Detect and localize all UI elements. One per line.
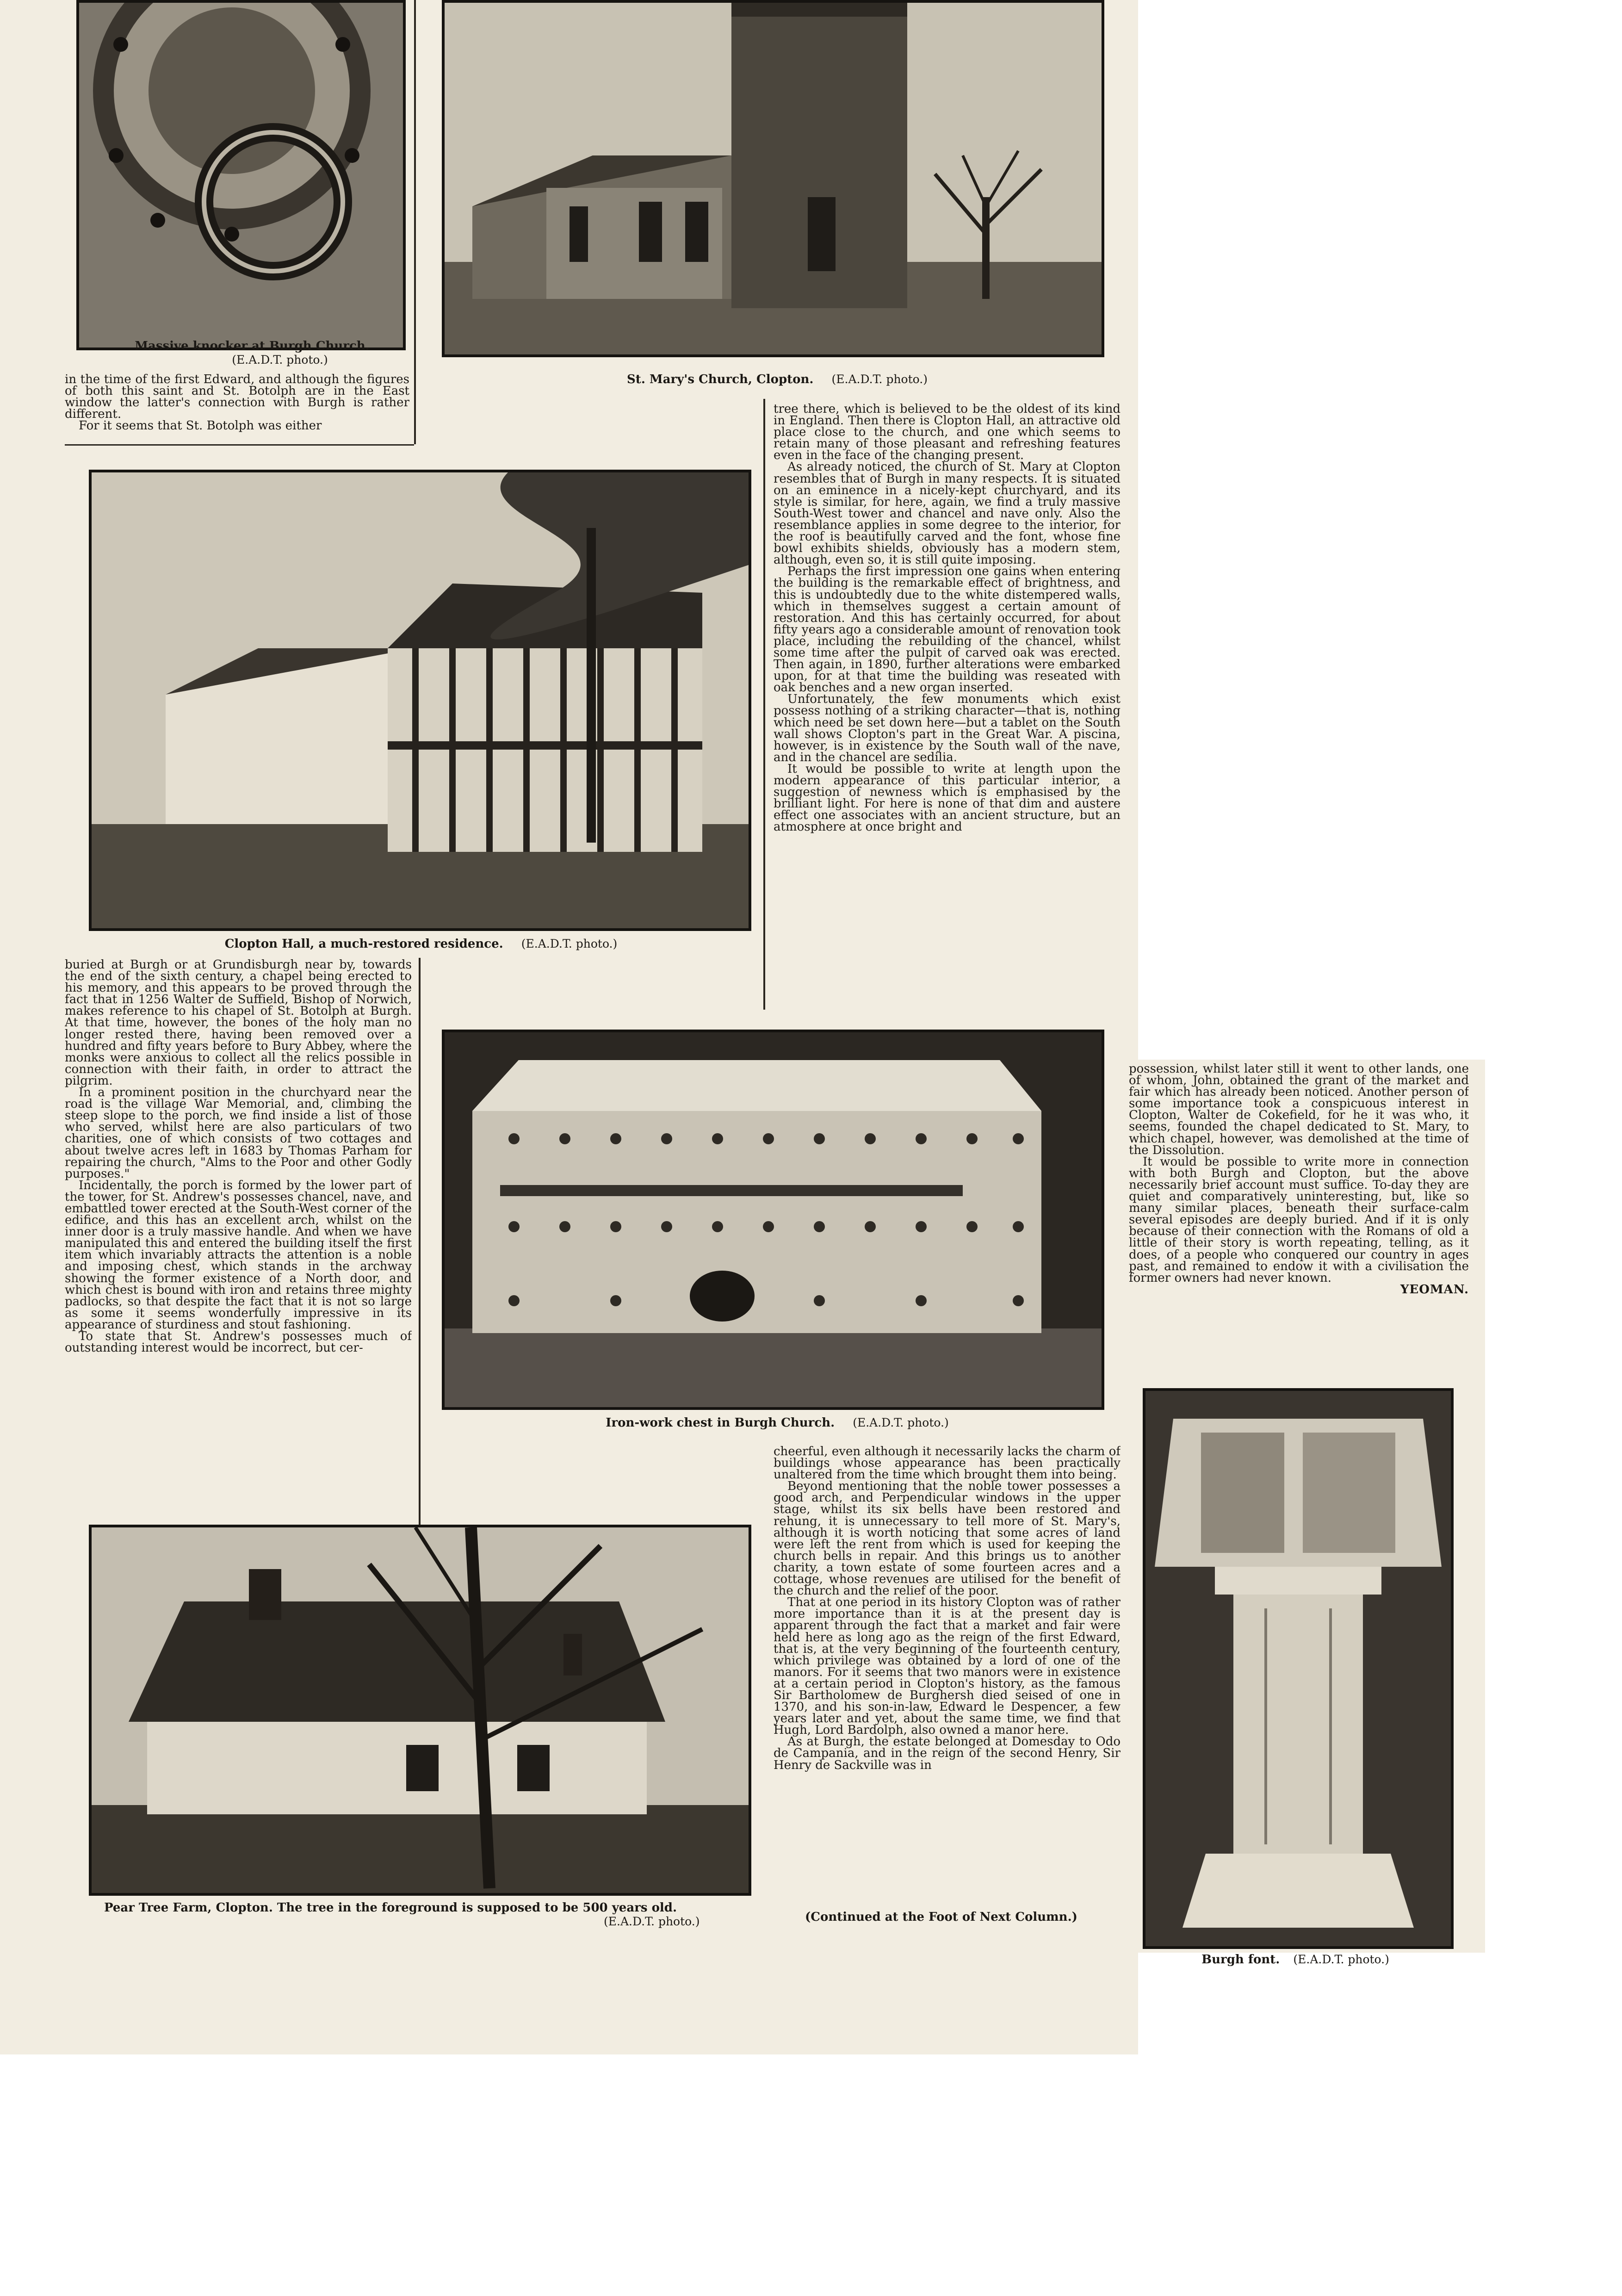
article-column-center-top — [774, 403, 1121, 1005]
chest-caption — [569, 1416, 985, 1430]
column-rule — [419, 958, 421, 1527]
article-paragraph: It would be possible to write at length upon the modern appearance of this particular interior, a suggestion of newness which is emphasised by the brilliant light. For here is none of that dim and austere effect one associates with an ancient structure, but an atmosphere at once bright and — [774, 762, 1121, 834]
article-paragraph: Unfortunately, the few monuments which exist possess nothing of a striking character—that is, nothing which need be set down here—but a tablet on the South wall shows Clopton's part in the Great War. A piscina, however, is in existence by the South wall of the nave, and in the chancel are sedilia. — [774, 692, 1121, 764]
article-paragraph: As at Burgh, the estate belonged at Domesday to Odo de Campania, and in the reign of the second Henry, Sir Henry de Sackville was in — [774, 1735, 1121, 1772]
article-column-left-mid — [65, 959, 412, 1526]
article-paragraph: tree there, which is believed to be the oldest of its kind in England. Then there is Clopton Hall, an attractive old place close to the church, and one which seems to retain many of those pleasant and refreshing features even in the face of the changing present. — [774, 403, 1121, 463]
burgh-font-photo — [1143, 1388, 1454, 1949]
font-caption — [1166, 1953, 1425, 1967]
font-caption-text: Burgh font. — [1201, 1953, 1280, 1967]
continued-note: (Continued at the Foot of Next Column.) — [805, 1910, 1077, 1924]
column-rule — [65, 444, 414, 446]
knocker-caption-text: Massive knocker at Burgh Church. — [135, 339, 370, 353]
church-caption-text: St. Mary's Church, Clopton. — [627, 372, 814, 386]
church-caption — [601, 372, 953, 386]
hall-credit: (E.A.D.T. photo.) — [521, 937, 618, 950]
article-paragraph: It would be possible to write more in connection with both Burgh and Clopton, but the above necessarily brief account must suffice. To-day they are quiet and comparatively uninteresting, but, like so many similar places, beneath their surface-calm several episodes are deeply buried. And if it is only because of their connection with the Romans of old a little of their story is worth repeating, telling, as it does, of a people who conquered our country in ages past, and remained to endow it with a civilisation the former owners had never known. — [1129, 1154, 1469, 1285]
article-paragraph: That at one period in its history Clopton was of rather more importance than it is at the present day is apparent through the fact that a market and fair were held here as long ago as the reign of the first Edward, that is, at the very beginning of the fourteenth century, which privilege was obtained by a lord of one of the manors. For it seems that two manors were in existence at a certain period in Clopton's history, as the famous Sir Bartholomew de Burghersh died seised of one in 1370, and his son-in-law, Edward le Despencer, a few years later and yet, about the same time, we find that Hugh, Lord Bardolph, also owned a manor here. — [774, 1595, 1121, 1738]
article-paragraph: Incidentally, the porch is formed by the lower part of the tower, for St. Andrew's possesses chancel, nave, and embattled tower erected at the South-West corner of the edifice, and this has an excellent arch, whilst on the inner door is a truly massive handle. And when we have manipulated this and entered the building itself the first item which invariably attracts the attention is a noble and imposing chest, which stands in the archway showing the former existence of a North door, and which chest is bound with iron and retains three mighty padlocks, so that despite the fact that it is not so large as some it seems wonderfully impressive in its appearance of sturdiness and stout fashioning. — [65, 1178, 412, 1332]
article-paragraph: possession, whilst later still it went to other lands, one of whom, John, obtained the grant of the market and fair which has already been noticed. Another person of some importance took a conspicuous interest in Clopton, Walter de Cokefield, for he it was who, it seems, founded the chapel dedicated to St. Mary, to which chapel, however, was demolished at the time of the Dissolution. — [1129, 1063, 1469, 1157]
chest-photo — [442, 1030, 1104, 1410]
knocker-credit: (E.A.D.T. photo.) — [232, 353, 328, 366]
article-column-right-clip — [1129, 1063, 1469, 1369]
farm-credit: (E.A.D.T. photo.) — [604, 1915, 700, 1928]
article-paragraph: buried at Burgh or at Grundisburgh near by, towards the end of the sixth century, a chapel being erected to his memory, and this appears to be proved through the fact that in 1256 Walter de Suffield, Bishop of Norwich, makes reference to his chapel of St. Botolph at Burgh. At that time, however, the bones of the holy man no longer rested there, having been removed over a hundred and fifty years before to Bury Abbey, where the monks were anxious to collect all the relics possible in connection with their faith, in order to attract the pilgrim. — [65, 959, 412, 1088]
church-credit: (E.A.D.T. photo.) — [831, 372, 928, 386]
hall-photo — [89, 470, 751, 931]
knocker-photo — [76, 0, 406, 350]
article-paragraph: Beyond mentioning that the noble tower possesses a good arch, and Perpendicular windows in the upper stage, whilst its six bells have been restored and rehung, it is unnecessary to tell more of St. Mary's, although it is worth noticing that some acres of land were left the rent from which is used for keeping the church bells in repair. And this brings us to another charity, a town estate of some fourteen acres and a cottage, whose revenues are utilised for the benefit of the church and the relief of the poor. — [774, 1479, 1121, 1598]
hall-caption — [185, 937, 657, 951]
article-paragraph: As already noticed, the church of St. Mary at Clopton resembles that of Burgh in many respects. It is situated on an eminence in a nicely-kept churchyard, and its style is similar, for here, again, we find a truly massive South-West tower and chancel and nave only. Also the resemblance applies in some degree to the interior, for the roof is beautifully carved and the font, whose fine bowl exhibits shields, obviously has a modern stem, although, even so, it is still quite imposing. — [774, 460, 1121, 567]
pear-tree-farm-photo — [89, 1525, 751, 1896]
article-paragraph: cheerful, even although it necessarily lacks the charm of buildings whose appearance has been practically unaltered from the time which brought them into being. — [774, 1446, 1121, 1482]
column-rule — [763, 399, 765, 1010]
article-paragraph: In a prominent position in the churchyard near the road is the village War Memorial, and, climbing the steep slope to the porch, we find inside a list of those who served, whilst here are also particulars of two charities, one of which consists of two cottages and about twelve acres left in 1683 by Thomas Parham for repairing the church, "Alms to the Poor and other Godly purposes." — [65, 1086, 412, 1181]
column-rule — [414, 0, 416, 444]
knocker-caption — [104, 339, 400, 367]
article-paragraph: To state that St. Andrew's possesses much of outstanding interest would be incorrect, but cer- — [65, 1329, 412, 1355]
article-column-left-top — [65, 374, 409, 443]
article-paragraph: in the time of the first Edward, and although the figures of both this saint and St. Botolph are in the East window the latter's connection with Burgh is rather different. — [65, 374, 409, 422]
church-photo — [442, 0, 1104, 357]
font-credit: (E.A.D.T. photo.) — [1293, 1953, 1389, 1966]
hall-caption-text: Clopton Hall, a much-restored residence. — [224, 937, 503, 951]
farm-caption-text: Pear Tree Farm, Clopton. The tree in the foreground is supposed to be 500 years old. — [104, 1901, 677, 1915]
chest-credit: (E.A.D.T. photo.) — [853, 1416, 949, 1429]
article-paragraph: Perhaps the first impression one gains when entering the building is the remarkable effect of brightness, and this is undoubtedly due to the white distempered walls, which in themselves suggest a certain amount of restoration. And this has certainly occurred, for about fifty years ago a considerable amount of renovation took place, including the rebuilding of the chancel, whilst some time after the pulpit of carved oak was erected. Then again, in 1890, further alterations were embarked upon, for at that time the building was reseated with oak benches and a new organ inserted. — [774, 565, 1121, 695]
farm-caption — [104, 1901, 743, 1929]
author-signature: YEOMAN. — [1400, 1282, 1469, 1297]
chest-caption-text: Iron-work chest in Burgh Church. — [606, 1416, 835, 1430]
article-paragraph: For it seems that St. Botolph was either — [79, 419, 322, 433]
article-column-center-bottom — [774, 1446, 1121, 1902]
